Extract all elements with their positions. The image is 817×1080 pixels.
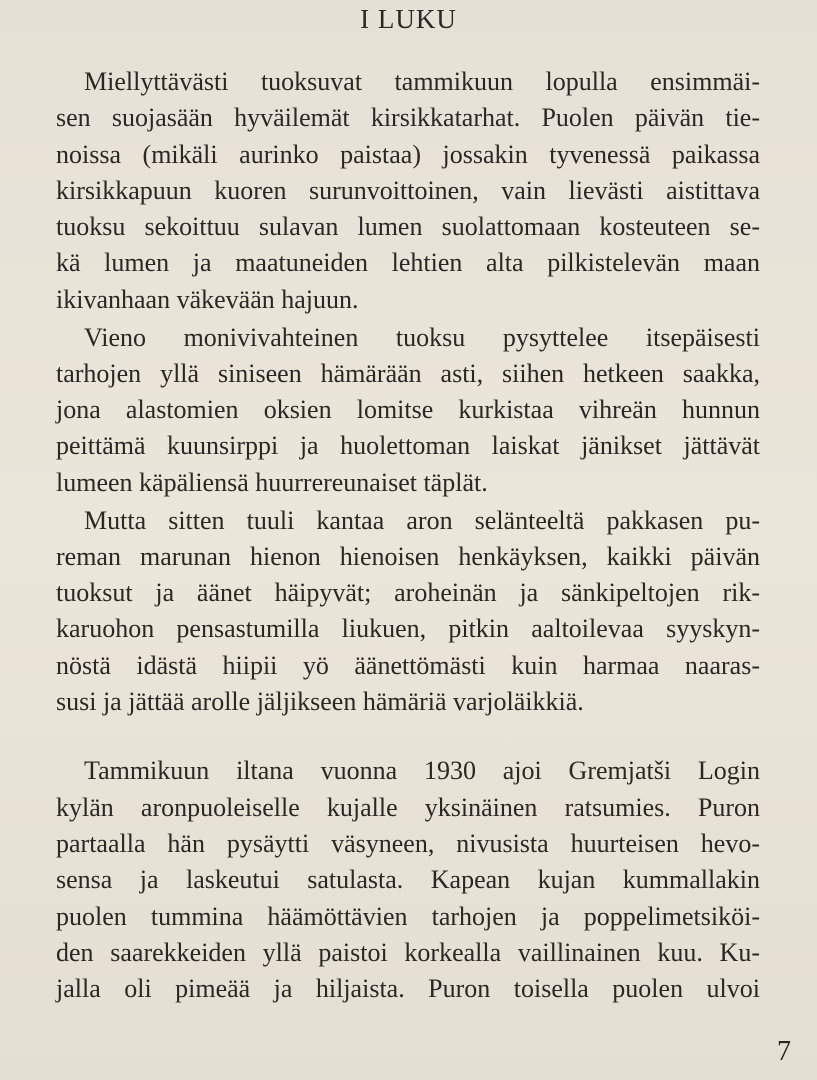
text-line: puolen tummina häämöttävien tarhojen ja poppelimetsiköi- [56,901,760,931]
text-line: tuoksut ja äänet häipyvät; aroheinän ja sänkipeltojen rik- [56,578,760,608]
text-line: kirsikkapuun kuoren surunvoittoinen, vain lievästi aistittava [56,175,760,205]
paragraph [56,320,760,501]
text-line: kylän aronpuoleiselle kujalle yksinäinen ratsumies. Puron [56,792,760,822]
text-line: susi ja jättää arolle jäljikseen hämäriä varjoläikkiä. [56,687,584,717]
text-line: partaalla hän pysäytti väsyneen, nivusista huurteisen hevo- [56,828,760,858]
text-line: jalla oli pimeää ja hiljaista. Puron toisella puolen ulvoi [56,974,760,1004]
text-line: tarhojen yllä siniseen hämärään asti, siihen hetkeen saakka, [56,358,760,388]
text-line: Vieno monivivahteinen tuoksu pysyttelee itsepäisesti [84,322,760,352]
paragraph [56,503,760,721]
text-line: Tammikuun iltana vuonna 1930 ajoi Gremjatši Login [84,756,760,786]
text-line: Miellyttävästi tuoksuvat tammikuun lopulla ensimmäi- [84,67,760,96]
body-text [56,64,760,1007]
text-line: noissa (mikäli aurinko paistaa) jossakin tyvenessä paikassa [56,139,760,169]
text-line: Mutta sitten tuuli kantaa aron selänteeltä pakkasen pu- [84,505,760,535]
page-number: 7 [777,1036,791,1067]
paragraph [56,64,760,318]
text-line: peittämä kuunsirppi ja huolettoman laiskat jänikset jättävät [56,431,760,461]
text-line: den saarekkeiden yllä paistoi korkealla vaillinainen kuu. Ku- [56,937,760,967]
text-line: sensa ja laskeutui satulasta. Kapean kujan kummallakin [56,865,760,895]
text-line: jona alastomien oksien lomitse kurkistaa vihreän hunnun [56,395,760,425]
text-line: reman marunan hienon hienoisen henkäyksen, kaikki päivän [56,541,760,571]
text-line: sen suojasään hyväilemät kirsikkatarhat. Puolen päivän tie- [56,103,760,133]
text-line: ikivanhaan väkevään hajuun. [56,284,359,314]
text-line: karuohon pensastumilla liukuen, pitkin aaltoilevaa syyskyn- [56,614,760,644]
text-line: kä lumen ja maatuneiden lehtien alta pilkistelevän maan [56,248,760,278]
text-line: lumeen käpäliensä huurrereunaiset täplät. [56,467,488,497]
section-break [56,720,760,753]
paragraph [56,753,760,1007]
chapter-heading: I LUKU [360,4,457,34]
text-line: tuoksu sekoittuu sulavan lumen suolattomaan kosteuteen se- [56,212,760,242]
text-line: nöstä idästä hiipii yö äänettömästi kuin harmaa naaras- [56,650,760,680]
